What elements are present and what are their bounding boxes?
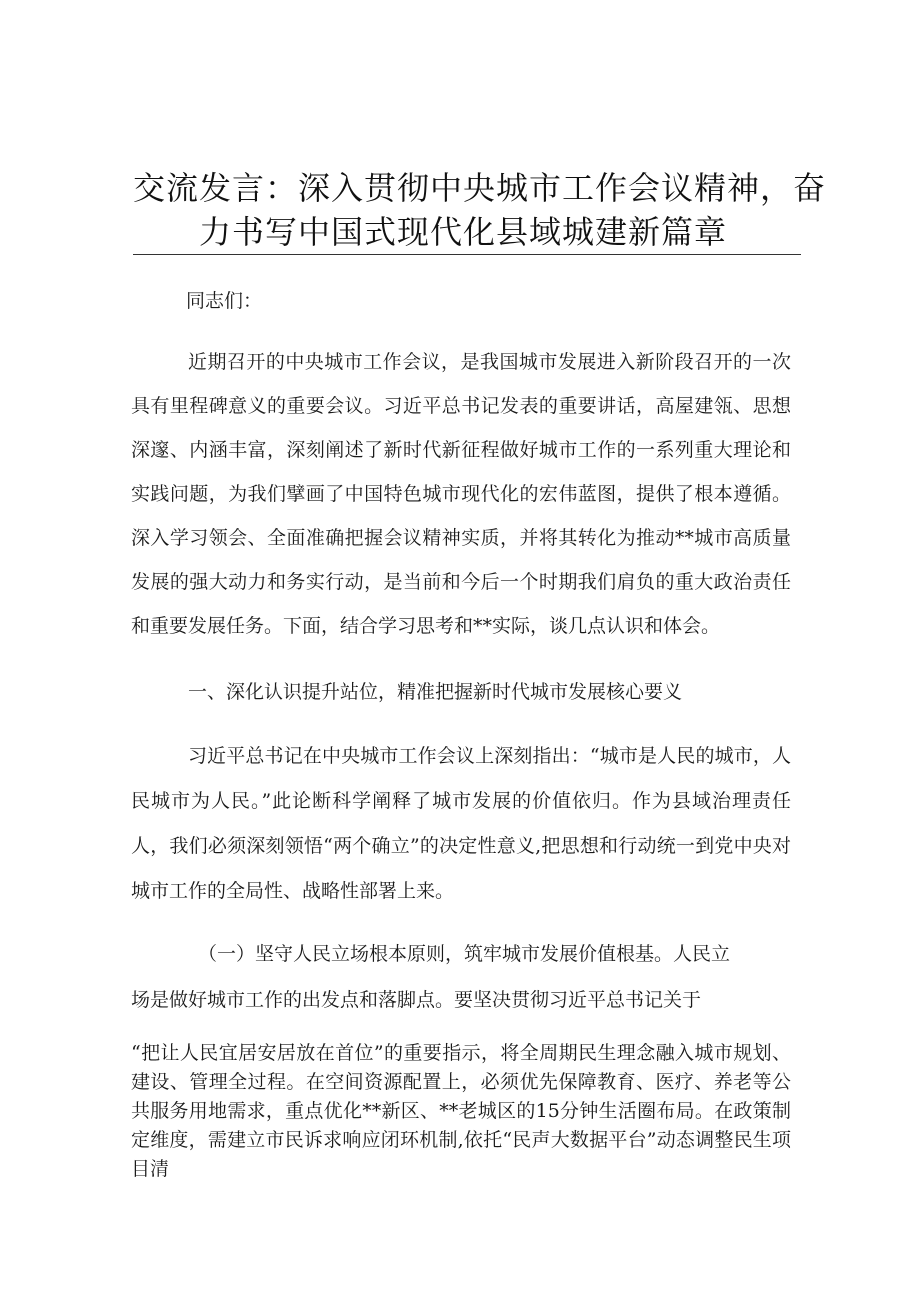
greeting: 同志们： <box>186 290 263 312</box>
title-line-2: 力书写中国式现代化县域城建新篇章 <box>199 213 728 251</box>
title-line-1: 交流发言：深入贯彻中央城市工作会议精神，奋 <box>133 169 827 207</box>
section-heading-1: 一、深化认识提升站位，精准把握新时代城市发展核心要义 <box>188 681 683 703</box>
paragraph-section-1: 习近平总书记在中央城市工作会议上深刻指出：“城市是人民的城市，人民城市为人民。”此论断科学阐释了城市发展的价值依归。作为县域治理责任人，我们必须深刻领悟“两个确立”的决定性意义,把思想和行动统一到党中央对城市工作的全局性、战略性部署上来。 <box>131 745 791 902</box>
subsection-heading-1: （一）坚守人民立场根本原则，筑牢城市发展价值根基。人民立 <box>198 943 731 965</box>
paragraph-subsection-body: “把让人民宜居安居放在首位”的重要指示，将全周期民生理念融入城市规划、建设、管理全过程。在空间资源配置上，必须优先保障教育、医疗、养老等公共服务用地需求，重点优化**新区、**老城区的15分钟生活圈布局。在政策制定维度，需建立市民诉求响应闭环机制,依托“民声大数据平台”动态调整民生项目清 <box>131 1042 791 1180</box>
title-divider <box>133 254 801 255</box>
paragraph-subsection-line: 场是做好城市工作的出发点和落脚点。要坚决贯彻习近平总书记关于 <box>131 989 702 1011</box>
paragraph-intro: 近期召开的中央城市工作会议，是我国城市发展进入新阶段召开的一次具有里程碑意义的重要会议。习近平总书记发表的重要讲话，高屋建瓴、思想深邃、内涵丰富，深刻阐述了新时代新征程做好城市工作的一系列重大理论和实践问题，为我们擘画了中国特色城市现代化的宏伟蓝图，提供了根本遵循。深入学习领会、全面准确把握会议精神实质，并将其转化为推动**城市高质量发展的强大动力和务实行动，是当前和今后一个时期我们肩负的重大政治责任和重要发展任务。下面，结合学习思考和**实际，谈几点认识和体会。 <box>131 351 791 637</box>
